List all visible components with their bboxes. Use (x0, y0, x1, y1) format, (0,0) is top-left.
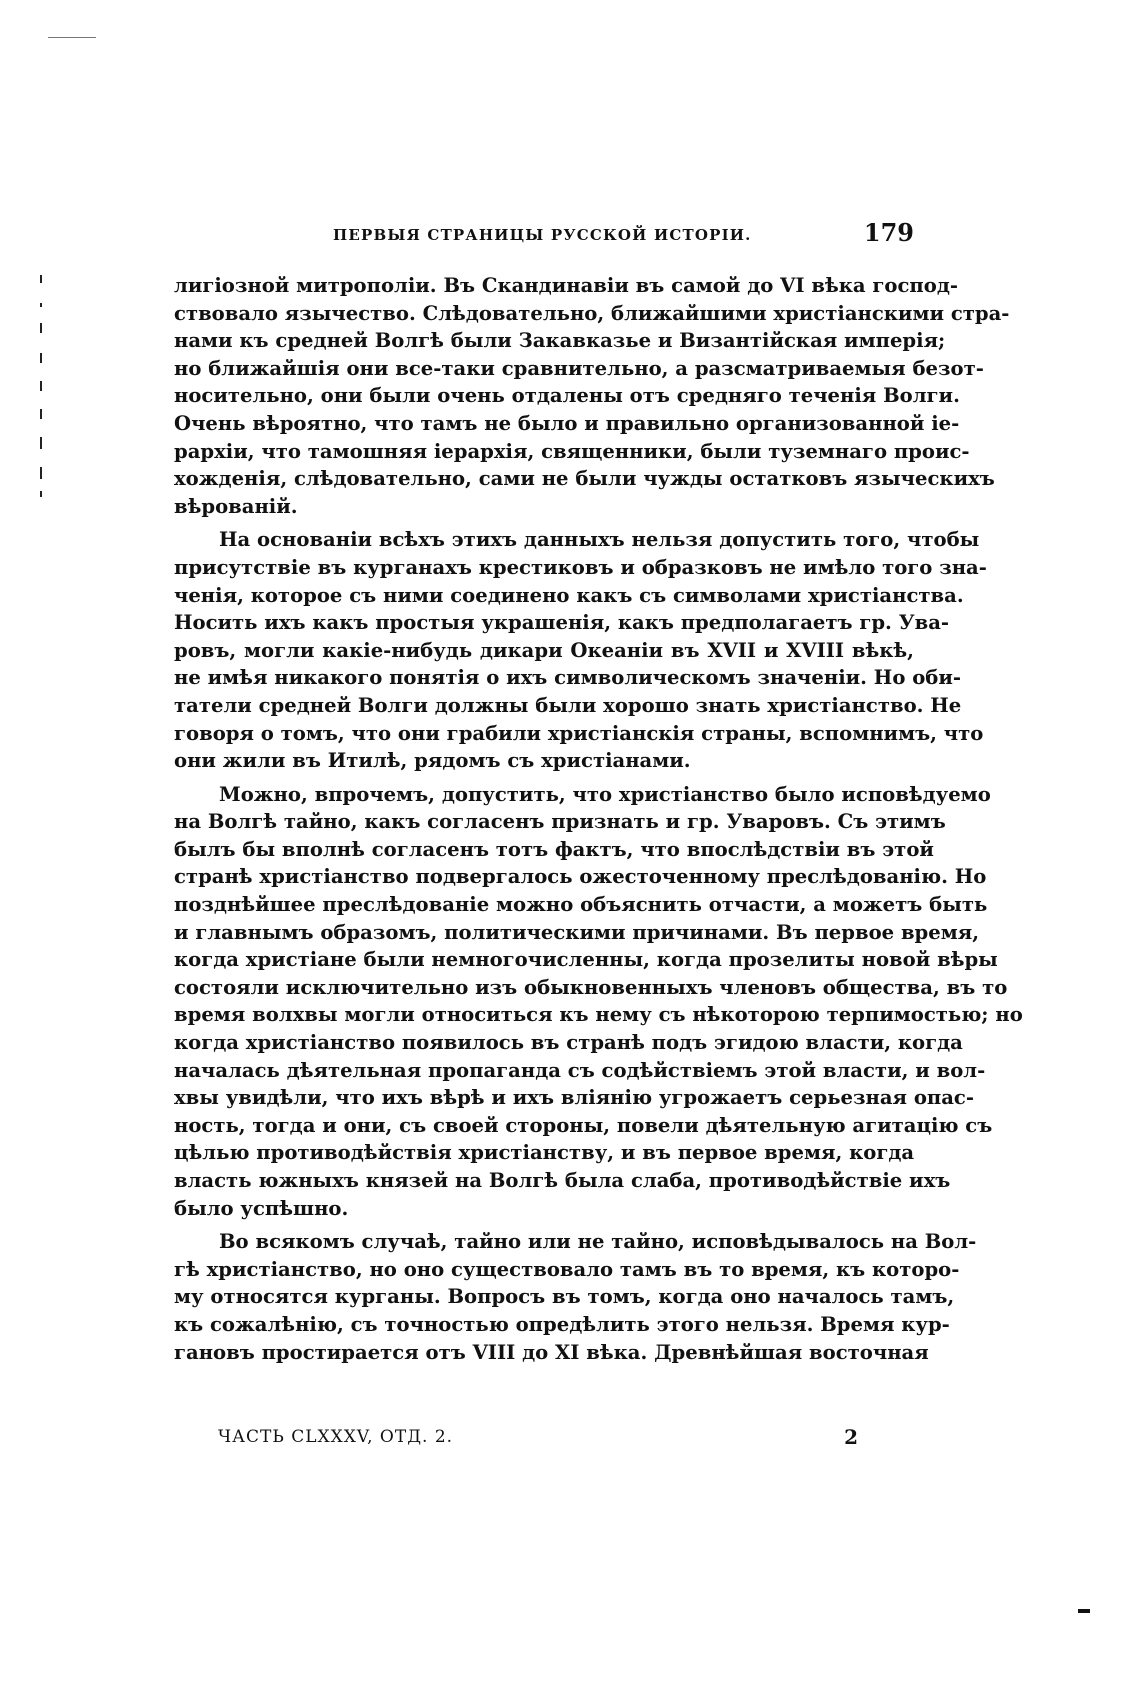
paragraph-3 (174, 781, 1023, 1223)
text-line: Можно, впрочемъ, допустить, что христіанство было исповѣдуемо (219, 782, 991, 806)
text-line: цѣлью противодѣйствія христіанству, и въ первое время, когда (174, 1141, 915, 1165)
text-line: ность, тогда и они, съ своей стороны, повели дѣятельную агитацію съ (174, 1113, 993, 1137)
text-line: хвы увидѣли, что ихъ вѣрѣ и ихъ вліянію угрожаетъ серьезная опас- (174, 1086, 974, 1110)
text-line: власть южныхъ князей на Волгѣ была слаба, противодѣйствіе ихъ (174, 1169, 951, 1192)
edge-scan-mark (1078, 1609, 1090, 1613)
text-line: нами къ средней Волгѣ были Закавказье и Византійская имперія; (174, 329, 946, 353)
text-line: Очень вѣроятно, что тамъ не было и правильно организованной іе- (174, 411, 960, 435)
text-line: ствовало язычество. Слѣдовательно, ближайшими христіанскими стра- (174, 301, 1010, 325)
text-line: не имѣя никакого понятія о ихъ символическомъ значеніи. Но оби- (174, 666, 962, 690)
text-line: къ сожалѣнію, съ точностью опредѣлить этого нельзя. Время кур- (174, 1312, 950, 1336)
text-line: гѣ христіанство, но оно существовало тамъ въ то время, къ которо- (174, 1257, 960, 1281)
paragraph-2 (174, 526, 987, 774)
text-line: когда христіане были немногочисленны, когда прозелиты новой вѣры (174, 948, 998, 972)
text-line: му относятся курганы. Вопросъ въ томъ, когда оно началось тамъ, (174, 1285, 955, 1309)
text-line: на Волгѣ тайно, какъ согласенъ признать и гр. Уваровъ. Съ этимъ (174, 810, 946, 834)
page-footer (218, 1427, 858, 1455)
body-text (174, 272, 1023, 1366)
text-line: ченія, которое съ ними соединено какъ съ символами христіанства. (174, 583, 964, 607)
text-line: Во всякомъ случаѣ, тайно или не тайно, исповѣдывалось на Вол- (219, 1230, 977, 1254)
text-line: татели средней Волги должны были хорошо знать христіанство. Не (174, 693, 962, 717)
text-line: лигіозной митрополіи. Въ Скандинавіи въ самой до VI вѣка господ- (174, 274, 959, 297)
text-line: гановъ простирается отъ VIII до XI вѣка. Древнѣйшая восточная (174, 1340, 929, 1364)
text-line: время волхвы могли относиться къ нему съ нѣкоторою терпимостью; но (174, 1003, 1023, 1027)
text-line: странѣ христіанство подвергалось ожесточенному преслѣдованію. Но (174, 865, 987, 889)
text-line: рархіи, что тамошняя іерархія, священники, были туземнаго проис- (174, 439, 970, 463)
printer-signature: ЧАСТЬ CLXXXV, ОТД. 2. (218, 1427, 454, 1447)
text-line: они жили въ Итилѣ, рядомъ съ христіанами. (174, 749, 691, 773)
text-line: состояли исключительно изъ обыкновенныхъ членовъ общества, въ то (174, 975, 1008, 999)
text-line: На основаніи всѣхъ этихъ данныхъ нельзя допустить того, чтобы (219, 528, 980, 552)
text-line: позднѣйшее преслѣдованіе можно объяснить отчасти, а можетъ быть (174, 893, 988, 917)
text-line: носительно, они были очень отдалены отъ средняго теченія Волги. (174, 384, 960, 408)
text-line: было успѣшно. (174, 1196, 349, 1220)
running-head: ПЕРВЫЯ СТРАНИЦЫ РУССКОЙ ИСТОРІИ. (333, 226, 752, 244)
text-line: Носить ихъ какъ простыя украшенія, какъ предполагаетъ гр. Ува- (174, 611, 950, 635)
text-line: говоря о томъ, что они грабили христіанскія страны, вспомнимъ, что (174, 721, 984, 745)
sheet-number: 2 (844, 1425, 858, 1449)
page-number: 179 (863, 218, 914, 247)
text-line: присутствіе въ курганахъ крестиковъ и образковъ не имѣло того зна- (174, 555, 987, 579)
text-line: хожденія, слѣдовательно, сами не были чужды остатковъ языческихъ (174, 467, 995, 491)
scan-edge-rule (48, 37, 96, 38)
paragraph-1 (174, 272, 1010, 520)
page-header (333, 218, 914, 252)
text-line: ровъ, могли какіе-нибудь дикари Океаніи въ XVII и XVIII вѣкѣ, (174, 638, 914, 662)
text-line: и главнымъ образомъ, политическими причинами. Въ первое время, (174, 920, 980, 944)
margin-scan-marks (36, 275, 50, 545)
text-line: началась дѣятельная пропаганда съ содѣйствіемъ этой власти, и вол- (174, 1058, 986, 1082)
text-line: но ближайшія они все-таки сравнительно, а разсматриваемыя безот- (174, 356, 984, 380)
text-line: былъ бы вполнѣ согласенъ тотъ фактъ, что впослѣдствіи въ этой (174, 837, 934, 861)
text-line: когда христіанство появилось въ странѣ подъ эгидою власти, когда (174, 1031, 963, 1055)
paragraph-4 (174, 1228, 977, 1366)
text-line: вѣрованій. (174, 494, 298, 518)
